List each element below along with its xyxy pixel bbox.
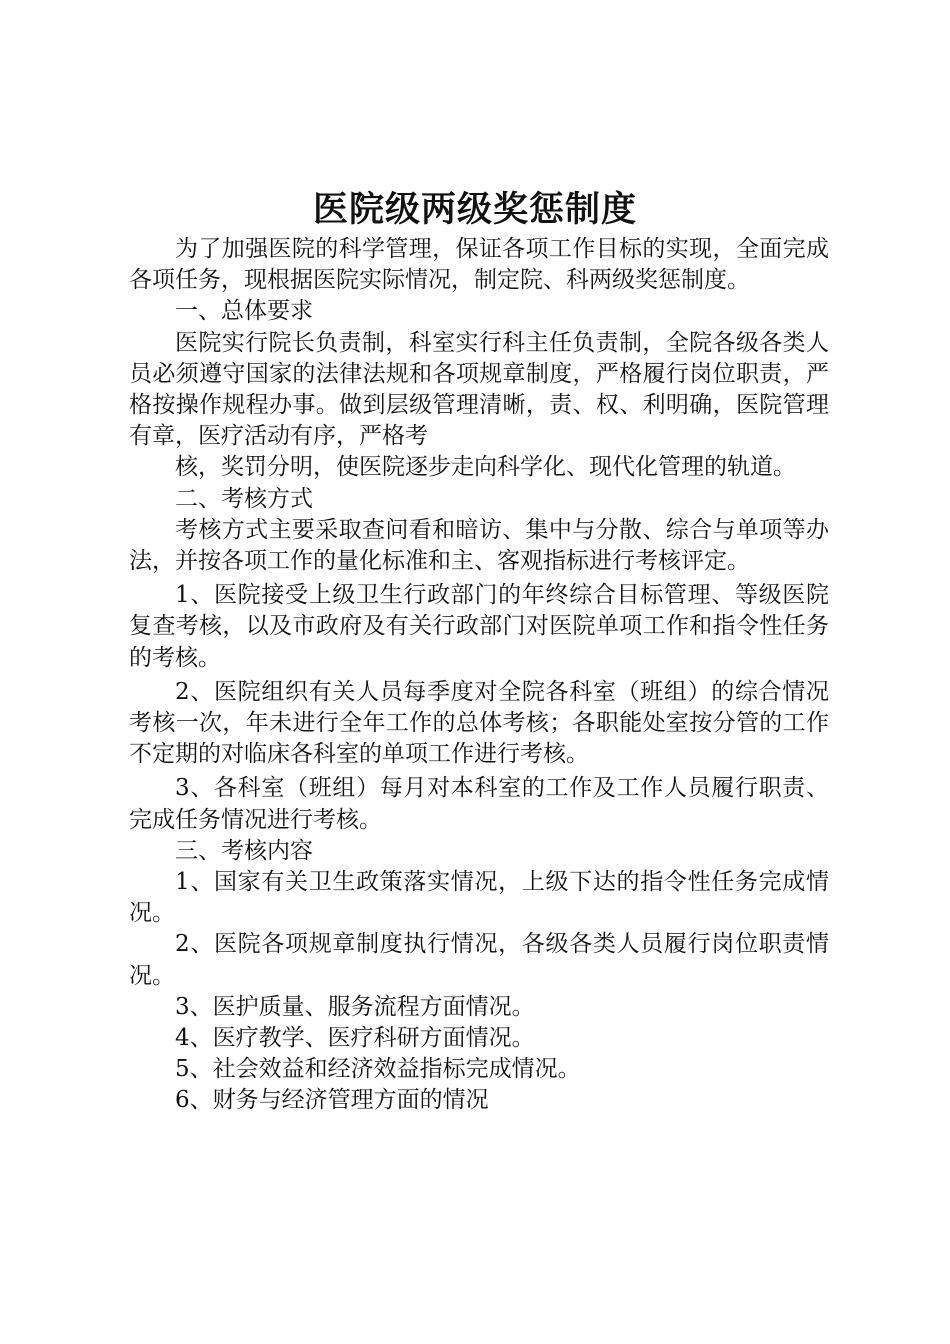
assessment-method-item-2: 2、医院组织有关人员每季度对全院各科室（班组）的综合情况考核一次，年未进行全年工作的总体考核；各职能处室按分管的工作不定期的对临床各科室的单项工作进行考核。 (129, 678, 829, 768)
section-heading-assessment-content: 三、考核内容 (175, 837, 313, 864)
section-heading-assessment-method: 二、考核方式 (175, 485, 313, 512)
section-heading-general-requirements: 一、总体要求 (175, 298, 313, 325)
intro-paragraph: 为了加强医院的科学管理，保证各项工作目标的实现，全面完成各项任务，现根据医院实际情况，制定院、科两级奖惩制度。 (129, 236, 829, 294)
document-body (129, 234, 829, 1117)
assessment-content-item-5: 5、社会效益和经济效益指标完成情况。 (175, 1056, 581, 1083)
assessment-method-paragraph: 考核方式主要采取查问看和暗访、集中与分散、综合与单项等办法，并按各项工作的量化标准和主、客观指标进行考核评定。 (129, 516, 829, 575)
assessment-content-item-4: 4、医疗教学、医疗科研方面情况。 (175, 1025, 535, 1052)
document-title: 医院级两级奖惩制度 (312, 189, 637, 230)
assessment-method-item-3: 3、各科室（班组）每月对本科室的工作及工作人员履行职责、完成任务情况进行考核。 (129, 775, 829, 833)
assessment-content-item-6: 6、财务与经济管理方面的情况 (175, 1087, 489, 1114)
assessment-content-item-2: 2、医院各项规章制度执行情况，各级各类人员履行岗位职责情况。 (129, 931, 829, 989)
general-requirements-continuation: 核，奖罚分明，使医院逐步走向科学化、现代化管理的轨道。 (175, 454, 796, 481)
assessment-content-item-3: 3、医护质量、服务流程方面情况。 (175, 993, 535, 1020)
assessment-method-item-1: 1、医院接受上级卫生行政部门的年终综合目标管理、等级医院复查考核，以及市政府及有关行政部门对医院单项工作和指令性任务的考核。 (129, 582, 829, 671)
assessment-content-item-1: 1、国家有关卫生政策落实情况，上级下达的指令性任务完成情况。 (129, 869, 829, 927)
general-requirements-paragraph: 医院实行院长负责制，科室实行科主任负责制，全院各级各类人员必须遵守国家的法律法规和各项规章制度，严格履行岗位职责，严格按操作规程办事。做到层级管理清晰，责、权、利明确，医院管理有章，医疗活动有序，严格考 (129, 329, 829, 450)
